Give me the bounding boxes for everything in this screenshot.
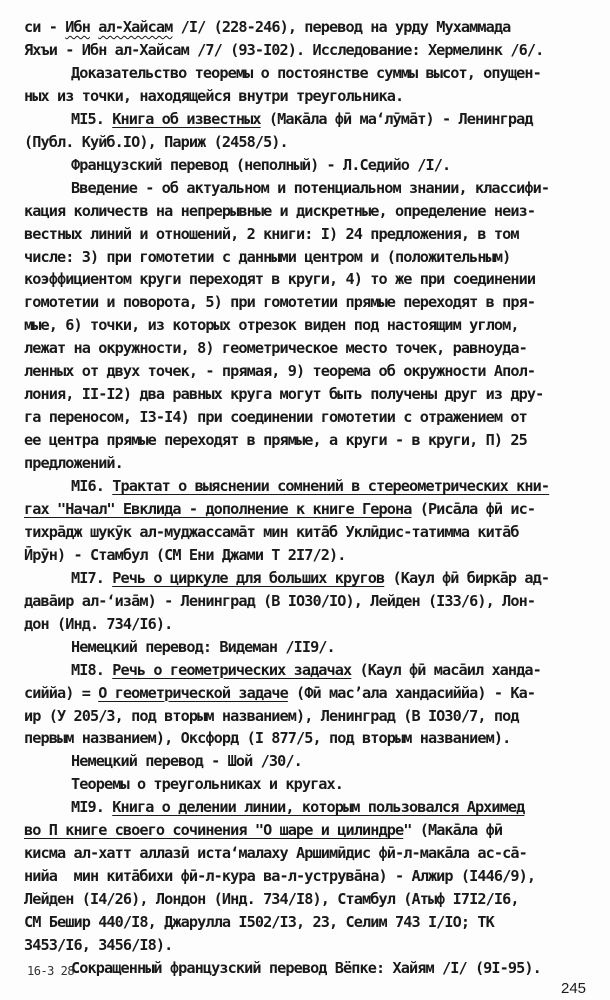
- text-line: [24, 728, 510, 748]
- text-segment: Ӣрӯн) - Стамбул (СМ Ени Джами Т 2I7/2).: [24, 545, 346, 564]
- text-segment: Доказательство теоремы о постоянстве суммы высот, опущен-: [71, 63, 541, 82]
- text-segment: Немецкий перевод: Видеман /II9/.: [71, 637, 335, 656]
- text-line: [24, 361, 535, 381]
- printer-signature: 16-3 28: [27, 964, 75, 978]
- text-line: [71, 109, 533, 129]
- underlined-title: Речь о циркуле для больших кругов: [112, 568, 385, 587]
- text-segment: тихрāдж шукӯк ал-муджассамāт мин китāб Уклӣдис-татимма китāб: [24, 522, 519, 541]
- text-segment: нийа мин китāбихи фӣ-л-кура ва-л-уструвāна) - Алжир (I446/9),: [24, 867, 536, 886]
- text-segment: /I/ (228-246), перевод на урду Мухаммада: [172, 18, 511, 36]
- underlined-title: Трактат о выяснении сомнений в стереометрических кни-: [112, 477, 550, 495]
- text-line: [24, 866, 535, 886]
- underlined-title: Книга о делении линии, которым пользовался Архимед: [112, 798, 525, 817]
- underlined-title: Книга об известных: [112, 109, 261, 128]
- text-line: [24, 40, 543, 60]
- underlined-title: во П книге своего сочинения "О шаре и цилиндре: [24, 821, 404, 840]
- text-line: [24, 384, 543, 404]
- text-segment: Французский перевод (неполный) - Л.Седийо /I/.: [71, 155, 451, 174]
- text-segment: сиййа) =: [24, 683, 99, 702]
- text-segment: MI9.: [71, 798, 113, 817]
- text-segment: лежат на окружности, 8) геометрическое место точек, равноуда-: [24, 339, 527, 358]
- text-segment: гомотетии и поворота, 5) при гомотетии прямые переходят в пря-: [24, 293, 536, 312]
- text-segment: MI5.: [71, 109, 113, 128]
- text-line: [71, 774, 343, 794]
- text-line: [24, 591, 535, 611]
- text-segment: Немецкий перевод - Шой /30/.: [71, 752, 302, 771]
- text-segment: первым названием), Оксфорд (I 877/5, под вторым названием).: [24, 729, 511, 748]
- underlined-title: Речь о геометрических задачах: [112, 660, 352, 679]
- text-line: [24, 545, 346, 565]
- text-segment: Яхъи - Ибн ал-Хайсам /7/ (93-I02). Исследование: Хермелинк /6/.: [24, 40, 544, 59]
- text-line: [71, 155, 450, 175]
- text-line: [71, 637, 335, 657]
- underlined-title: ал-Хайсам: [98, 18, 173, 36]
- text-line: [24, 132, 288, 152]
- text-segment: предложений.: [24, 454, 123, 473]
- text-line: [24, 430, 527, 450]
- text-line: [71, 568, 549, 588]
- text-line: [71, 63, 541, 83]
- text-segment: си -: [24, 18, 66, 36]
- text-segment: СМ Бешир 440/I8, Джарулла I502/I3, 23, Селим 743 I/IO; ТК: [24, 913, 494, 932]
- text-segment: мые, 6) точки, из которых отрезок виден под настоящим углом,: [24, 316, 519, 335]
- text-line: [71, 178, 549, 198]
- text-line: [24, 683, 535, 703]
- text-line: [24, 315, 519, 335]
- text-line: [71, 476, 549, 496]
- text-segment: Лейден (I4/26), Лондон (Инд. 734/I8), Стамбул (Атыф I7I2/I6,: [24, 890, 519, 909]
- text-segment: коэффициентом круги переходят в круги, 4) то же при соединении: [24, 270, 536, 289]
- text-line: [24, 522, 519, 542]
- text-segment: ир (У 205/3, под вторым названием), Ленинград (В IO30/7, под: [24, 706, 519, 725]
- text-segment: (Фӣ мас’ала хандасиййа) - Ка-: [287, 683, 536, 702]
- text-segment: MI6.: [71, 477, 113, 495]
- text-segment: лония, II-I2) два равных круга могут быть получены друг из дру-: [24, 385, 544, 404]
- text-segment: (Рисāла фӣ ис-: [411, 499, 536, 518]
- text-line: [24, 889, 519, 909]
- text-line: [24, 820, 502, 840]
- text-segment: кация количеств на непрерывные и дискретные, определение неиз-: [24, 201, 536, 220]
- text-line: [24, 247, 510, 267]
- page-number: 245: [561, 980, 587, 997]
- text-line: [24, 614, 172, 634]
- text-segment: ных из точки, находящейся внутри треугольника.: [24, 86, 404, 105]
- text-line: [24, 935, 172, 955]
- text-segment: (Каул фӣ масāил ханда-: [351, 660, 541, 679]
- text-line: [24, 843, 527, 863]
- text-segment: MI8.: [71, 660, 113, 679]
- text-segment: (Каул фӣ биркāр ад-: [384, 568, 550, 587]
- text-line: [24, 706, 519, 726]
- text-segment: (Публ. Куйб.IO), Париж (2458/5).: [24, 132, 288, 151]
- underlined-title: О геометрической задаче: [98, 683, 288, 702]
- text-line: [24, 224, 519, 244]
- text-line: [24, 201, 535, 221]
- text-line: [24, 453, 123, 473]
- text-line: [24, 17, 510, 37]
- text-line: [71, 751, 302, 771]
- text-line: [71, 797, 524, 817]
- text-segment: дон (Инд. 734/I6).: [24, 614, 173, 633]
- text-segment: " (Макāла фӣ: [403, 821, 503, 840]
- text-segment: кисма ал-хатт аллазӣ иста‘малаху Аршимӣдис фӣ-л-макāла ас-сā-: [24, 844, 527, 863]
- text-segment: [90, 18, 98, 36]
- text-line: [24, 407, 527, 427]
- text-segment: га переносом, I3-I4) при соединении гомотетии с отражением от: [24, 408, 527, 427]
- text-line: [24, 499, 535, 519]
- text-line: [24, 912, 494, 932]
- text-segment: числе: 3) при гомотетии с данными центром и (положительным): [24, 247, 511, 266]
- underlined-title: Ибн: [65, 18, 90, 36]
- underlined-title: гах "Начал" Евклида - дополнение к книге Герона: [24, 499, 412, 518]
- text-segment: MI7.: [71, 568, 113, 587]
- text-line: [71, 958, 541, 978]
- text-segment: вестных линий и отношений, 2 книги: I) 24 предложения, в том: [24, 224, 519, 243]
- text-line: [24, 338, 527, 358]
- text-segment: Введение - об актуальном и потенциальном знании, классифи-: [71, 178, 550, 197]
- text-line: [71, 660, 541, 680]
- text-line: [24, 269, 535, 289]
- text-segment: ленных от двух точек, - прямая, 9) теорема об окружности Апол-: [24, 362, 536, 381]
- text-segment: (Макāла фӣ ма‘лӯмāт) - Ленинград: [260, 109, 533, 128]
- text-segment: Теоремы о треугольниках и кругах.: [71, 775, 344, 794]
- text-segment: Сокращенный французский перевод Вёпке: Хайям /I/ (9I-95).: [71, 958, 541, 977]
- text-segment: 3453/I6, 3456/I8).: [24, 936, 173, 954]
- text-segment: ее центра прямые переходят в прямые, а круги - в круги, П) 25: [24, 431, 527, 450]
- text-line: [24, 292, 535, 312]
- text-line: [24, 86, 403, 106]
- text-segment: давāир ал-‘изāм) - Ленинград (В IO30/IO), Лейден (I33/6), Лон-: [24, 591, 536, 610]
